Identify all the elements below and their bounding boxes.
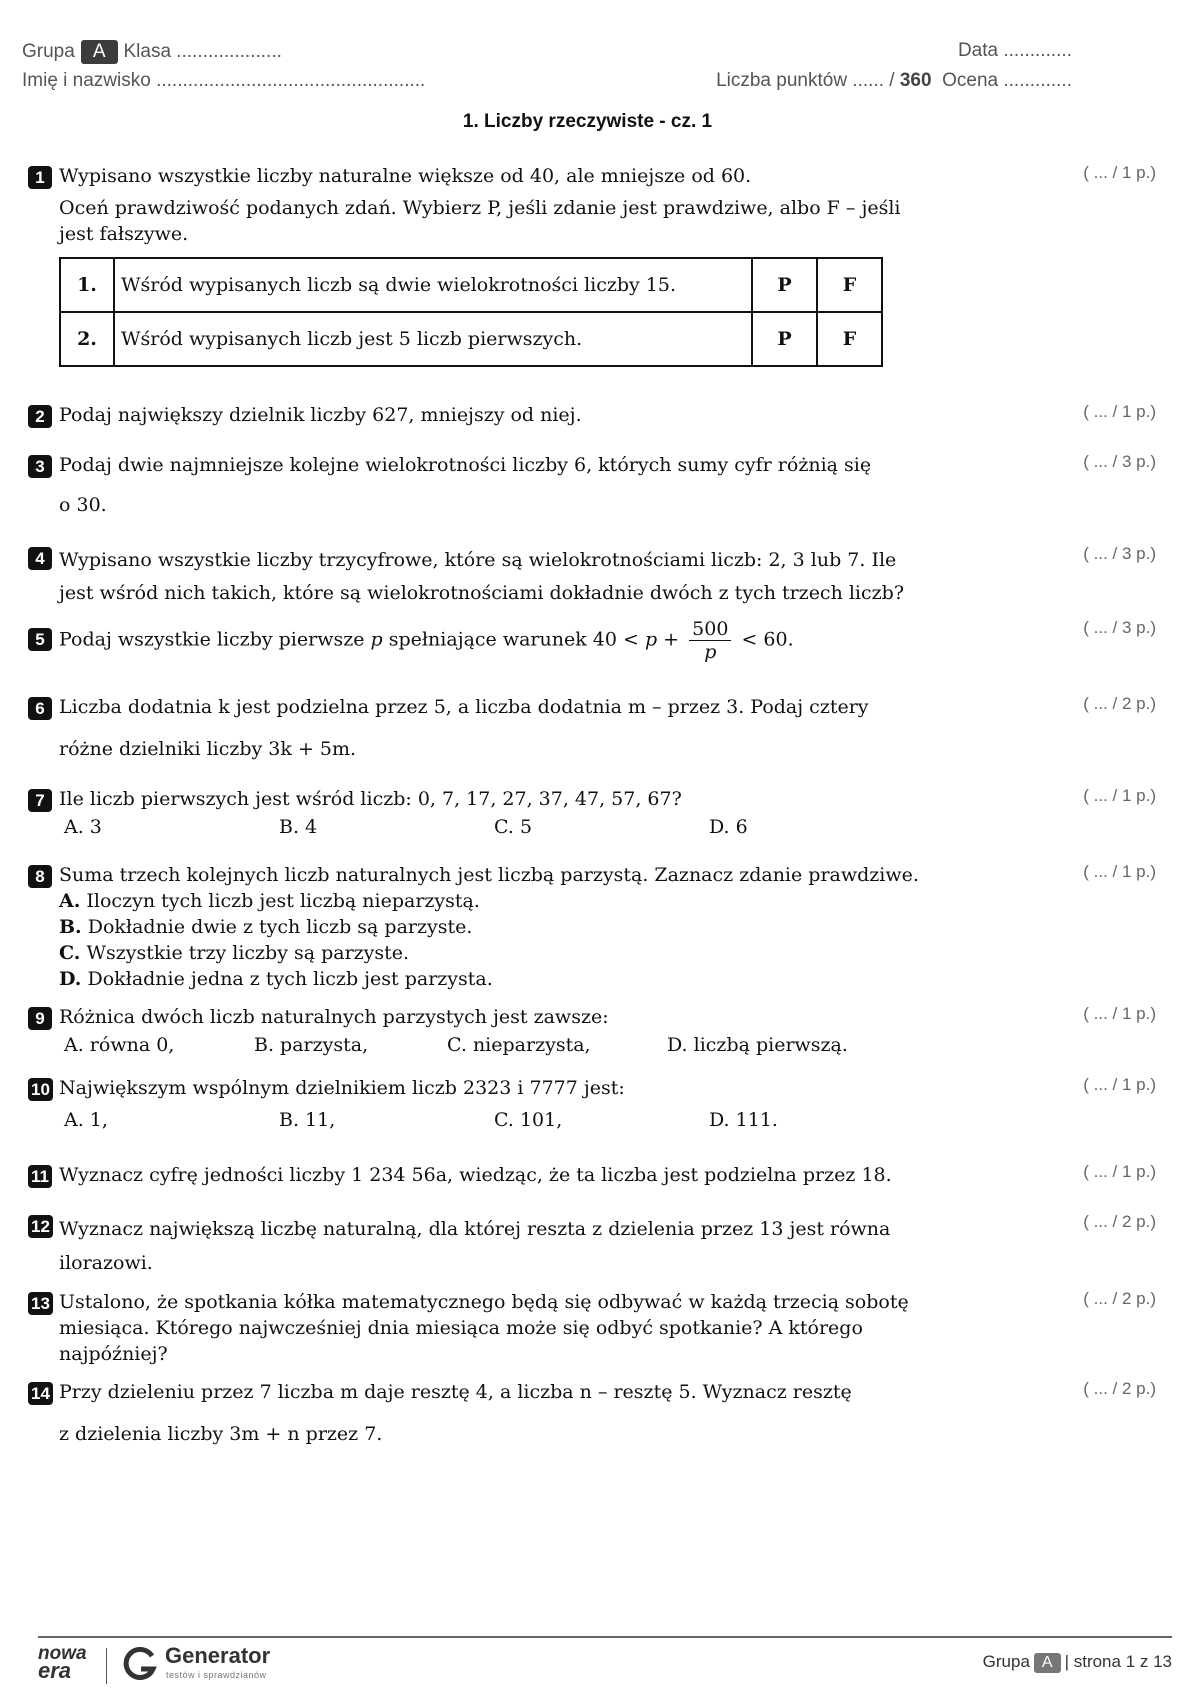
question-text: Wyznacz cyfrę jedności liczby 1 234 56a, wiedząc, że ta liczba jest podzielna przez 18. [59,1164,892,1186]
question-9 [28,1004,1168,1060]
generator-g-icon [122,1647,158,1683]
question-number: 3 [28,455,52,478]
question-text: Suma trzech kolejnych liczb naturalnych jest liczbą parzystą. Zaznacz zdanie prawdziwe. [59,864,919,886]
klasa-field: Klasa .................... [123,41,282,62]
question-number: 13 [28,1292,53,1315]
table-row [60,312,882,366]
question-11 [28,1162,1168,1188]
question-points: ( ... / 3 p.) [1083,618,1156,637]
question-number: 12 [28,1215,53,1238]
logo-separator [106,1648,107,1684]
question-number: 7 [28,789,52,812]
row-statement: Wśród wypisanych liczb jest 5 liczb pierwszych. [114,312,752,366]
fraction-numerator: 500 [689,618,731,641]
option-b[interactable]: B. Dokładnie dwie z tych liczb są parzyste. [59,916,473,938]
condition-b: p + [644,628,680,651]
choice-c[interactable]: C. 5 [494,816,533,838]
question-text: Wypisano wszystkie liczby naturalne większe od 40, ale mniejsze od 60. [59,165,752,187]
question-instruction: Oceń prawdziwość podanych zdań. Wybierz P, jeśli zdanie jest prawdziwe, albo F – jeśli jest fałszywe. [59,197,901,245]
question-number: 11 [28,1165,52,1188]
choice-a[interactable]: A. 1, [64,1109,108,1131]
question-points: ( ... / 1 p.) [1083,1004,1156,1023]
question-points: ( ... / 1 p.) [1083,1075,1156,1094]
question-text: Największym wspólnym dzielnikiem liczb 2323 i 7777 jest: [59,1077,625,1099]
grade-field: Ocena ............. [942,70,1072,91]
true-false-table [59,257,883,367]
question-number: 2 [28,405,52,428]
question-number: 4 [28,547,52,570]
question-text: Wyznacz największą liczbę naturalną, dla której reszta z dzielenia przez 13 jest równa ilorazowi. [59,1218,891,1274]
question-8 [28,862,1168,992]
choice-b[interactable]: B. parzysta, [254,1034,369,1056]
points-grade-line [716,70,1072,92]
question-points: ( ... / 1 p.) [1083,163,1156,182]
question-points: ( ... / 3 p.) [1083,452,1156,471]
page-footer-info [983,1652,1172,1673]
question-12 [28,1212,1168,1280]
fraction [689,618,731,663]
page-indicator: | strona 1 z 13 [1064,1652,1172,1671]
variable-p: p [370,628,383,651]
answer-choices [64,812,1168,842]
question-text: Podaj największy dzielnik liczby 627, mniejszy od niej. [59,404,582,426]
question-2 [28,402,1168,428]
question-text: Ustalono, że spotkania kółka matematycznego będą się odbywać w każdą trzecią sobotę miesiąca. Którego najwcześniej dnia miesiąca może się odbyć spotkanie? A którego najpóźniej? [59,1291,909,1365]
question-number: 14 [28,1382,53,1405]
question-text: Przy dzieleniu przez 7 liczba m daje resztę 4, a liczba n – resztę 5. Wyznacz resztę [59,1381,852,1403]
question-7 [28,786,1168,842]
false-option[interactable]: F [817,258,882,312]
question-points: ( ... / 1 p.) [1083,402,1156,421]
row-number: 1. [60,258,114,312]
question-text: Podaj dwie najmniejsze kolejne wielokrotności liczby 6, których sumy cyfr różnią się [59,454,872,476]
true-option[interactable]: P [752,258,817,312]
choice-c[interactable]: C. nieparzysta, [447,1034,591,1056]
question-points: ( ... / 1 p.) [1083,862,1156,881]
footer-divider [38,1636,1172,1638]
option-d[interactable]: D. Dokładnie jedna z tych liczb jest parzysta. [59,968,493,990]
row-statement: Wśród wypisanych liczb są dwie wielokrotności liczby 15. [114,258,752,312]
question-text-cont: o 30. [59,494,107,516]
question-text: Wypisano wszystkie liczby trzycyfrowe, które są wielokrotnościami liczb: 2, 3 lub 7. Ile jest wśród nich takich, które są wielokrotnościami dokładnie dwóch z tych trzech liczb? [59,549,905,604]
choice-a[interactable]: A. 3 [64,816,102,838]
question-number: 9 [28,1007,52,1030]
condition-a: spełniające warunek 40 < [388,628,639,651]
option-c[interactable]: C. Wszystkie trzy liczby są parzyste. [59,942,410,964]
question-3 [28,452,1168,518]
question-number: 10 [28,1078,53,1101]
question-points: ( ... / 3 p.) [1083,544,1156,563]
footer-group-badge: A [1034,1653,1061,1673]
question-points: ( ... / 1 p.) [1083,786,1156,805]
choice-d[interactable]: D. 111. [709,1109,778,1131]
group-klasa-line [22,40,282,64]
answer-choices [64,1105,1168,1135]
group-label: Grupa [22,41,75,62]
question-number: 6 [28,697,52,720]
question-number: 1 [28,166,52,189]
question-text-cont: różne dzielniki liczby 3k + 5m. [59,738,357,760]
answer-choices [64,1030,1168,1060]
choice-b[interactable]: B. 11, [279,1109,336,1131]
question-text-cont: z dzielenia liczby 3m + n przez 7. [59,1423,383,1445]
question-5 [28,618,1168,663]
footer-group-label: Grupa [982,1652,1030,1671]
question-points: ( ... / 2 p.) [1083,1212,1156,1231]
name-field: Imię i nazwisko ................................................... [22,70,426,91]
choice-b[interactable]: B. 4 [279,816,318,838]
nowa-era-logo: nowa era [38,1643,87,1683]
group-badge: A [81,40,118,64]
choice-a[interactable]: A. równa 0, [64,1034,175,1056]
table-row [60,258,882,312]
option-a[interactable]: A. Iloczyn tych liczb jest liczbą nieparzystą. [59,890,480,912]
choice-c[interactable]: C. 101, [494,1109,563,1131]
question-14 [28,1379,1168,1447]
question-points: ( ... / 2 p.) [1083,1289,1156,1308]
generator-logo-subtext: testów i sprawdzianów [166,1670,267,1680]
generator-logo-text: Generator [165,1643,271,1668]
true-option[interactable]: P [752,312,817,366]
false-option[interactable]: F [817,312,882,366]
question-points: ( ... / 1 p.) [1083,1162,1156,1181]
worksheet-title: 1. Liczby rzeczywiste - cz. 1 [462,111,713,132]
question-number: 8 [28,865,52,888]
question-points: ( ... / 2 p.) [1083,1379,1156,1398]
question-text: Ile liczb pierwszych jest wśród liczb: 0, 7, 17, 27, 37, 47, 57, 67? [59,788,682,810]
question-text [59,618,919,663]
condition-c: < 60. [741,628,794,651]
question-6 [28,694,1168,762]
choice-d[interactable]: D. 6 [709,816,748,838]
question-text-a: Podaj wszystkie liczby pierwsze [59,628,365,651]
question-number: 5 [28,628,52,651]
question-text: Różnica dwóch liczb naturalnych parzystych jest zawsze: [59,1006,609,1028]
question-13 [28,1289,1168,1367]
fraction-denominator: p [704,641,717,663]
question-text: Liczba dodatnia k jest podzielna przez 5, a liczba dodatnia m – przez 3. Podaj cztery [59,696,869,718]
date-field: Data ............. [957,40,1072,61]
question-4 [28,544,1168,610]
points-field: Liczba punktów ...... / [716,70,895,91]
question-1 [28,163,1168,367]
choice-d[interactable]: D. liczbą pierwszą. [667,1034,848,1056]
max-points: 360 [899,70,932,91]
row-number: 2. [60,312,114,366]
question-points: ( ... / 2 p.) [1083,694,1156,713]
question-10 [28,1075,1168,1135]
